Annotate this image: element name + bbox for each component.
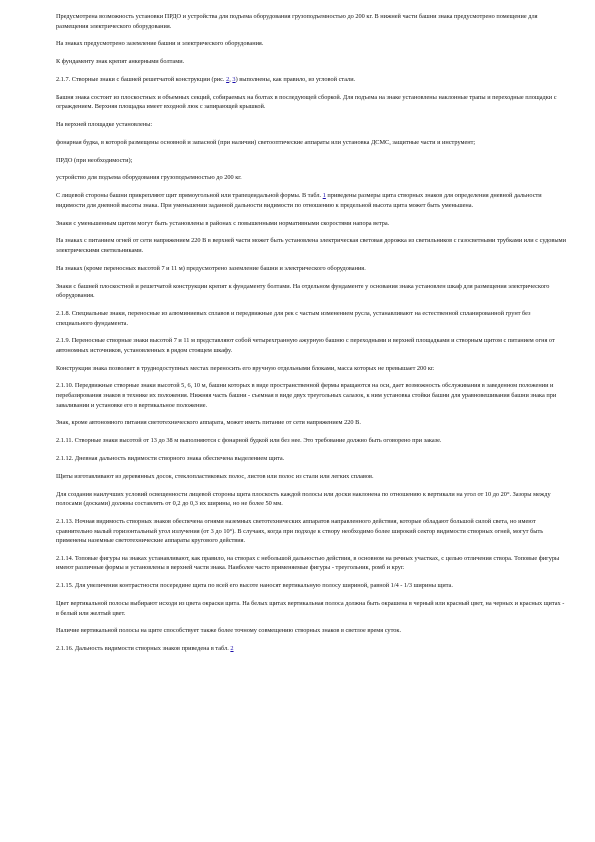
paragraph-text: 2.1.11. Створные знаки высотой от 13 до 38 м выполняются с фонарной будкой или без нее. Это требование должно быть оговорено при заказе.	[56, 437, 442, 445]
paragraph	[56, 219, 567, 229]
paragraph-text: Наличие вертикальной полосы на щите способствует также более точному совмещению створных знаков в светлое время суток.	[56, 627, 402, 635]
paragraph	[56, 336, 567, 355]
paragraph-text: фонарная будка, в которой размещены основной и запасной (при наличии) светооптические аппараты или установка ДСМС, защитные части и инструмент;	[56, 138, 476, 146]
paragraph-text: 2.1.13. Ночная видимость створных знаков обеспечена огнями наземных светотехнических аппаратов направленного действия, которые обладают большой силой света, но имеют сравнительно малый горизонтальный угол излучения (от 3 до 10°). В случаях, когда при подходе к створу необходимо более широкий сектор видимости створных огней, могут быть применены наземные светотехнические аппараты кругового действия.	[56, 517, 544, 545]
paragraph-text: 2.1.9. Переносные створные знаки высотой 7 и 11 м представляют собой четырехгранную ажурную башню с переходными и верхней площадками и створным щитом с питанием огня от автономных источников, установленных в рядом стоящем шкафу.	[56, 337, 555, 354]
paragraph	[56, 173, 567, 183]
paragraph	[56, 490, 567, 509]
paragraph-text: ,	[229, 75, 233, 83]
paragraph-text: 2.1.16. Дальность видимости створных знаков приведена в табл.	[56, 645, 231, 653]
paragraph	[56, 57, 567, 67]
paragraph	[56, 454, 567, 464]
paragraph	[56, 626, 567, 636]
paragraph-text: Знак, кроме автономного питания светотехнического аппарата, может иметь питание от сети напряжением 220 В.	[56, 419, 361, 427]
paragraph	[56, 75, 567, 85]
document-body	[56, 12, 567, 654]
paragraph	[56, 309, 567, 328]
paragraph-text: ПРДО (при необходимости);	[56, 156, 133, 164]
paragraph-text: Для создания наилучших условий освещенности лицевой стороны щита плоскость каждой полосы или доски наклонена по отношению к вертикали на угол от 10 до 20°. Зазоры между полосами (досками) должны составлять от 0,2 до 0,3 их ширины, но не более 50 мм.	[56, 490, 551, 508]
paragraph-text: устройство для подъема оборудования грузоподъемностью до 200 кг.	[56, 174, 242, 182]
paragraph	[56, 599, 567, 618]
paragraph	[56, 264, 567, 274]
reference-link[interactable]: 2	[230, 645, 234, 653]
paragraph-text: приведены размеры щита створных знаков для определения дневной дальности видимости для дневной высоты знака. При уменьшении заданной дальности видимости по отношению к предельной высота щита может быть уменьшена.	[56, 192, 542, 209]
paragraph-text: ) выполнены, как правило, из угловой стали.	[235, 75, 356, 83]
reference-link[interactable]: 2	[226, 75, 230, 83]
paragraph	[56, 517, 567, 546]
paragraph	[56, 156, 567, 166]
paragraph-text: 2.1.12. Дневная дальность видимости створного знака обеспечена выделением щита.	[56, 454, 285, 462]
paragraph-text: На знаках с питанием огней от сети напряжением 220 В в верхней части может быть установлена электрическая световая дорожка из светильников с газосветными трубками или с судовыми электрическими светильниками.	[56, 237, 566, 254]
paragraph-text: Цвет вертикальной полосы выбирают исходя из цвета окраски щита. На белых щитах вертикальная полоса должна быть окрашена в черный или красный цвет, на черных и красных щитах - в белый или желтый цвет.	[56, 600, 565, 617]
paragraph	[56, 364, 567, 374]
paragraph-text: Знаки с башней плоскостной и решетчатой конструкции крепят к фундаменту болтами. На отдельном фундаменте у основания знака установлен шкаф для размещения электрического оборудования.	[56, 282, 550, 300]
paragraph	[56, 554, 567, 573]
reference-link[interactable]: 1	[322, 192, 326, 200]
paragraph	[56, 282, 567, 301]
paragraph-text: 2.1.8. Специальные знаки, переносные из алюминиевых сплавов и передвижные для рек с частым изменением русла, устанавливают на естественной спланированной грунт без специального фундамента.	[56, 309, 531, 327]
paragraph-text: 2.1.7. Створные знаки с башней решетчатой конструкции (рис.	[56, 75, 227, 83]
paragraph-text: Конструкция знака позволяет в труднодоступных местах переносить его вручную отдельными блоками, масса которых не превышает 200 кг.	[56, 364, 435, 372]
paragraph	[56, 39, 567, 49]
paragraph-text: На верхней площадке установлены:	[56, 121, 153, 129]
paragraph	[56, 120, 567, 130]
paragraph-text: Башня знака состоит из плоскостных и объемных секций, собираемых на болтах в последующей сборкой. Для подъема на знаке установлены наклонные трапы и переходные площадки с ограждением. Верхняя площадка имеет входной люк с запирающей крышкой.	[56, 93, 557, 111]
paragraph	[56, 436, 567, 446]
paragraph	[56, 472, 567, 482]
paragraph	[56, 12, 567, 31]
paragraph-text: 2.1.14. Топовые фигуры на знаках устанавливают, как правило, на створах с небольшой дальностью действия, в основном на речных участках, с целью отличения створа. Топовые фигуры имеют различные формы и установлены в верхней части знака. Наиболее часто применяемые фигуры - треугольник, ромб и круг.	[56, 554, 560, 572]
paragraph-text: 2.1.10. Передвижные створные знаки высотой 5, 6, 10 м, башни которых в виде пространственной фермы вращаются на оси, дает возможность обслуживания в заведенном положении и перебазирования знаков в технике их положения. Нижняя часть башни - съемная в виде двух треугольных салазок, к ним установка стойки башни для уравновешивания башни знака при заваливании и установке его в вертикальное положение.	[56, 382, 557, 409]
paragraph	[56, 581, 567, 591]
paragraph-text: 2.1.15. Для увеличения контрастности посередине щита по всей его высоте наносят вертикальную полосу шириной, равной 1/4 - 1/3 ширины щита.	[56, 582, 453, 590]
paragraph	[56, 418, 567, 428]
paragraph-text: Щиты изготавливают из деревянных досок, стеклопластиковых полос, листов или полос из стали или легких сплавов.	[56, 472, 374, 480]
paragraph-text: С лицевой стороны башни прикрепляют щит прямоугольной или трапецеидальной формы. В табл.	[56, 192, 323, 200]
paragraph	[56, 93, 567, 112]
paragraph-text: Знаки с уменьшенным щитом могут быть установлены в районах с повышенными нормативными скоростями напора ветра.	[56, 219, 390, 227]
reference-link[interactable]: 3	[232, 75, 236, 83]
paragraph	[56, 191, 567, 210]
paragraph	[56, 236, 567, 255]
paragraph	[56, 644, 567, 654]
paragraph-text: К фундаменту знак крепят анкерными болтами.	[56, 58, 185, 66]
paragraph-text: Предусмотрена возможность установки ПРДО и устройства для подъема оборудования грузоподъемностью до 200 кг. В нижней части башни знака предусмотрено помещение для размещения электрического оборудования.	[56, 13, 538, 30]
paragraph-text: На знаках предусмотрено заземление башни и электрического оборудования.	[56, 40, 264, 48]
paragraph-text: На знаках (кроме переносных высотой 7 и 11 м) предусмотрено заземление башни и электрического оборудования.	[56, 264, 366, 272]
paragraph	[56, 138, 567, 148]
paragraph	[56, 381, 567, 410]
